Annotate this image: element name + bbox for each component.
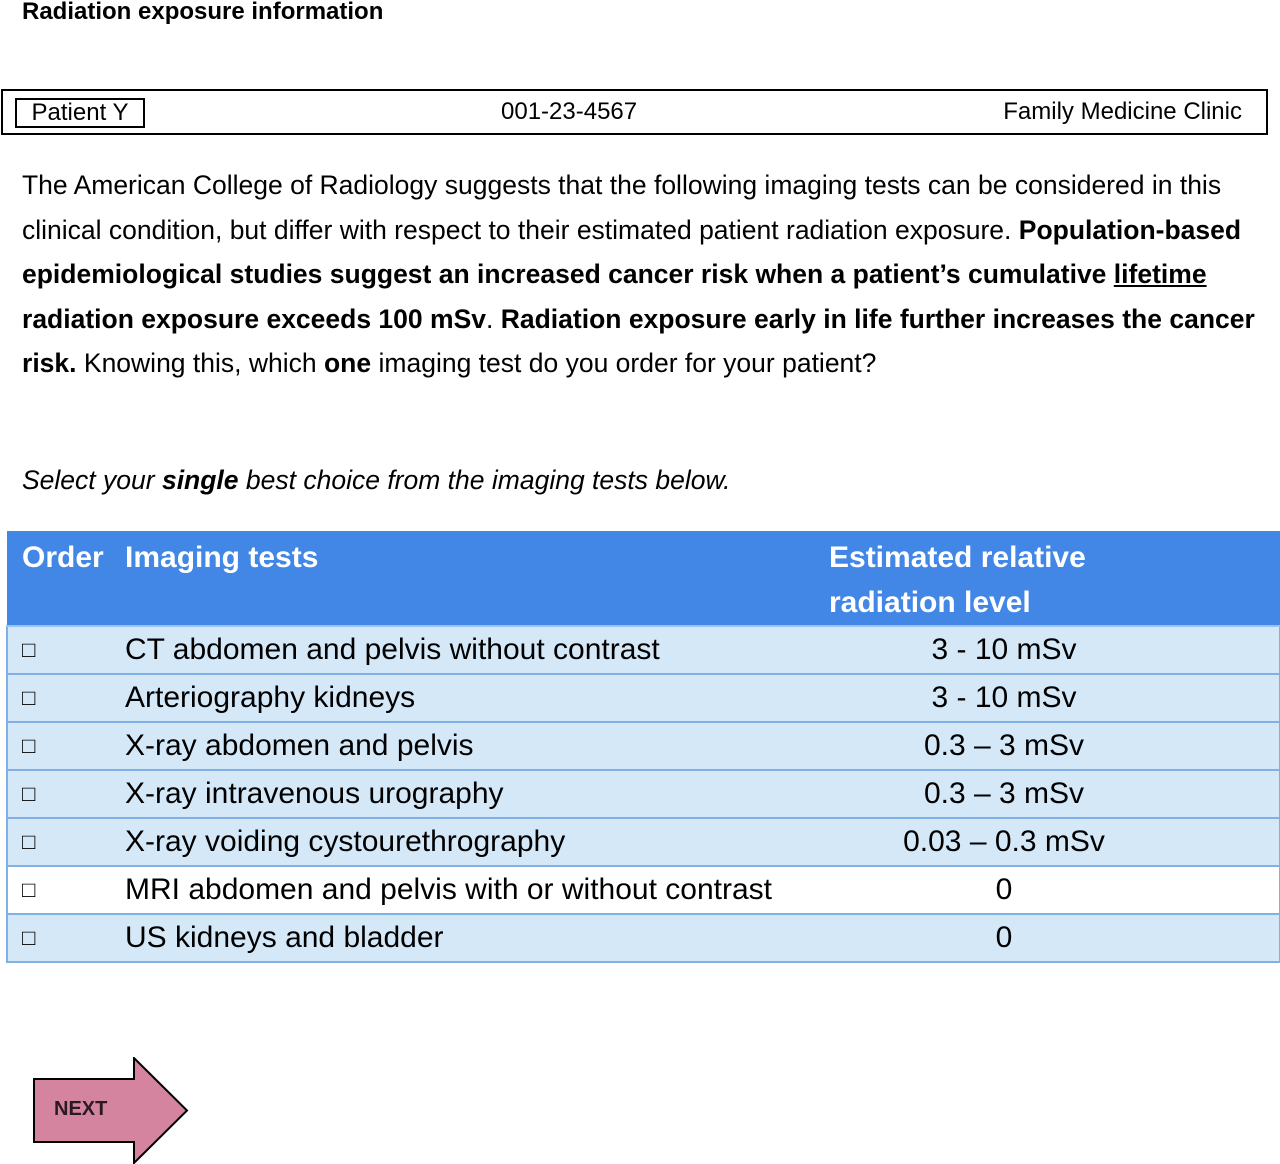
threshold-statement: radiation exposure exceeds 100 mSv: [22, 303, 486, 334]
table-header-row: [7, 531, 1280, 626]
table-row: [7, 770, 1280, 818]
imaging-test-name: X-ray abdomen and pelvis: [125, 722, 829, 770]
order-column-header: Order: [7, 531, 125, 626]
tests-column-header: Imaging tests: [125, 531, 829, 626]
imaging-test-name: MRI abdomen and pelvis with or without contrast: [125, 866, 829, 914]
intro-paragraph: [22, 163, 1267, 386]
table-row: [7, 626, 1280, 674]
radiation-level: 3 - 10 mSv: [829, 674, 1280, 722]
patient-name: Patient Y: [15, 98, 145, 128]
period: .: [485, 303, 494, 334]
level-column-header: Estimated relative radiation level: [829, 531, 1280, 626]
radiation-level: 0: [829, 914, 1280, 962]
order-checkbox[interactable]: □: [7, 818, 125, 866]
patient-info-bar: [1, 89, 1268, 135]
radiation-level: 3 - 10 mSv: [829, 626, 1280, 674]
imaging-test-name: CT abdomen and pelvis without contrast: [125, 626, 829, 674]
early-life-statement: Radiation exposure early in life further increases the cancer risk.: [22, 303, 1255, 379]
table-row: [7, 722, 1280, 770]
order-checkbox[interactable]: □: [7, 626, 125, 674]
table-row: [7, 818, 1280, 866]
radiation-level: 0.03 – 0.3 mSv: [829, 818, 1280, 866]
table-row: [7, 914, 1280, 962]
table-row: [7, 674, 1280, 722]
question-text-end: imaging test do you order for your patient?: [378, 348, 877, 379]
page-title: Radiation exposure information: [22, 0, 384, 25]
imaging-test-name: X-ray intravenous urography: [125, 770, 829, 818]
risk-statement: Population-based epidemiological studies suggest an increased cancer risk when a patient’s cumulative: [22, 214, 1242, 290]
clinic-name: Family Medicine Clinic: [1003, 98, 1242, 125]
patient-id: 001-23-4567: [501, 98, 638, 125]
radiation-level: 0: [829, 866, 1280, 914]
radiation-level: 0.3 – 3 mSv: [829, 770, 1280, 818]
one-emphasis: one: [324, 348, 372, 379]
imaging-test-name: US kidneys and bladder: [125, 914, 829, 962]
imaging-test-name: Arteriography kidneys: [125, 674, 829, 722]
single-emphasis: single: [161, 465, 239, 495]
instruction-text: Select your single best choice from the imaging tests below.: [22, 465, 731, 495]
table-row: [7, 866, 1280, 914]
imaging-tests-table: [6, 531, 1280, 963]
order-checkbox[interactable]: □: [7, 866, 125, 914]
next-button[interactable]: [33, 1057, 189, 1164]
order-checkbox[interactable]: □: [7, 914, 125, 962]
order-checkbox[interactable]: □: [7, 770, 125, 818]
intro-sentence: The American College of Radiology suggests that the following imaging tests can be considered in this clinical condition, but differ with respect to their estimated patient radiation exposure.: [22, 170, 1222, 245]
order-checkbox[interactable]: □: [7, 722, 125, 770]
question-text: Knowing this, which: [83, 348, 317, 379]
next-button-label: NEXT: [54, 1098, 108, 1120]
order-checkbox[interactable]: □: [7, 674, 125, 722]
imaging-test-name: X-ray voiding cystourethrography: [125, 818, 829, 866]
radiation-level: 0.3 – 3 mSv: [829, 722, 1280, 770]
lifetime-emphasis: lifetime: [1113, 259, 1207, 290]
